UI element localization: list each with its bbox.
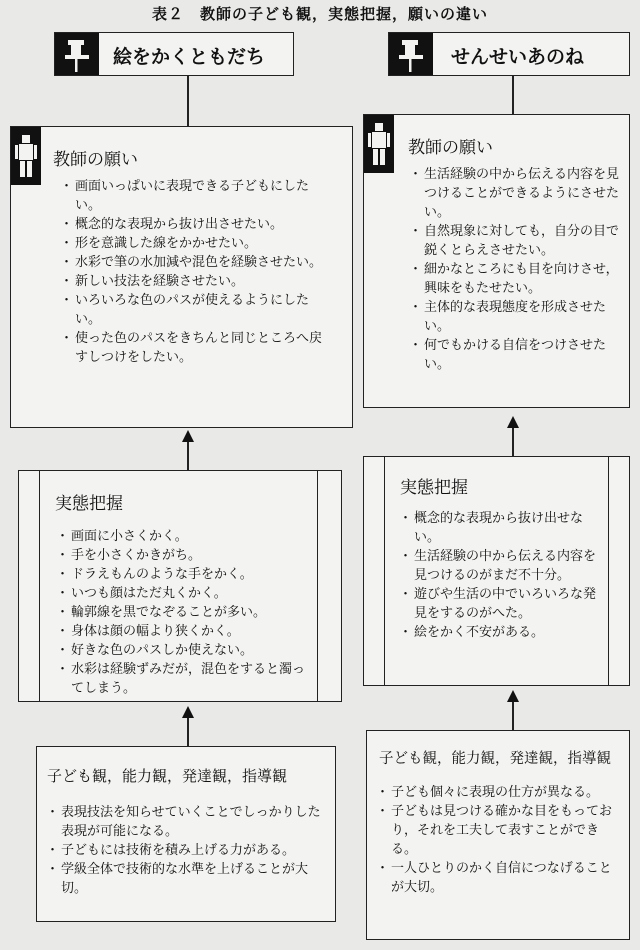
up-arrow-icon <box>507 690 519 702</box>
list-item: ・ いつも顔はただ丸くかく。 <box>59 584 317 603</box>
up-arrow-icon <box>182 706 194 718</box>
pushpin-icon <box>389 33 433 75</box>
list-item: ・ 主体的な表現態度を形成させたい。 <box>412 298 620 336</box>
list-item: ・ 子ども個々に表現の仕方が異なる。 <box>379 783 623 802</box>
box-divider <box>608 457 609 685</box>
list-item: ・ 自然現象に対しても，自分の目で鋭くとらえさせたい。 <box>412 222 620 260</box>
list-item: ・ 画面に小さくかく。 <box>59 527 317 546</box>
right-wish-heading: 教師の願い <box>408 138 493 158</box>
list-item: ・ 水彩で筆の水加減や混色を経験させたい。 <box>63 253 329 272</box>
list-item: ・ 使った色のパスをきちんと同じところへ戻すしつけをしたい。 <box>63 329 329 367</box>
right-situation-list <box>402 509 606 642</box>
right-wish-box <box>363 114 630 408</box>
list-item: ・ ドラえもんのような手をかく。 <box>59 565 317 584</box>
list-item: ・ 身体は顔の幅より狭くかく。 <box>59 622 317 641</box>
left-situation-box <box>18 470 342 702</box>
right-header-title: せんせいあのね <box>451 46 585 68</box>
up-arrow-icon <box>507 416 519 428</box>
up-arrow-icon <box>182 430 194 442</box>
list-item: ・ いろいろな色のパスが使えるようにしたい。 <box>63 291 329 329</box>
list-item: ・ 生活経験の中から伝える内容を見つけるのがまだ不十分。 <box>402 547 606 585</box>
left-views-heading: 子ども観，能力観，発達観，指導観 <box>47 767 288 785</box>
right-situation-heading: 実態把握 <box>400 478 468 498</box>
person-icon <box>364 115 394 173</box>
list-item: ・ 画面いっぱいに表現できる子どもにしたい。 <box>63 177 329 215</box>
right-views-box <box>366 730 630 940</box>
box-divider <box>317 471 318 701</box>
left-wish-heading: 教師の願い <box>53 150 138 170</box>
list-item: ・ 新しい技法を経験させたい。 <box>63 272 329 291</box>
right-situation-box <box>363 456 630 686</box>
left-header-box <box>54 32 294 76</box>
list-item: ・ 手を小さくかきがち。 <box>59 546 317 565</box>
list-item: ・ 何でもかける自信をつけさせたい。 <box>412 336 620 374</box>
list-item: ・ 子どもは見つける確かな目をもっており，それを工夫して表すことができる。 <box>379 802 623 859</box>
left-situation-heading: 実態把握 <box>55 494 123 514</box>
list-item: ・ 概念的な表現から抜け出させたい。 <box>63 215 329 234</box>
arrow-shaft <box>512 426 514 456</box>
arrow-shaft <box>187 440 189 470</box>
list-item: ・ 形を意識した線をかかせたい。 <box>63 234 329 253</box>
arrow-shaft <box>187 716 189 746</box>
list-item: ・ 遊びや生活の中でいろいろな発見をするのがへた。 <box>402 585 606 623</box>
arrow-shaft <box>512 700 514 730</box>
right-views-list <box>379 783 623 897</box>
list-item: ・ 表現技法を知らせていくことでしっかりした表現が可能になる。 <box>49 803 329 841</box>
left-situation-list <box>59 527 317 698</box>
right-header-box <box>388 32 630 76</box>
list-item: ・ 輪郭線を黒でなぞることが多い。 <box>59 603 317 622</box>
connector-line <box>187 76 189 126</box>
list-item: ・ 概念的な表現から抜け出せない。 <box>402 509 606 547</box>
left-views-box <box>36 746 336 922</box>
person-icon <box>11 127 41 185</box>
list-item: ・ 一人ひとりのかく自信につなげることが大切。 <box>379 859 623 897</box>
left-header-title: 絵をかくともだち <box>113 46 266 68</box>
connector-line <box>512 76 514 114</box>
list-item: ・ 子どもには技術を積み上げる力がある。 <box>49 841 329 860</box>
left-views-list <box>49 803 329 898</box>
left-wish-box <box>10 126 353 428</box>
box-divider <box>384 457 385 685</box>
left-wish-list <box>63 177 329 367</box>
list-item: ・ 好きな色のパスしか使えない。 <box>59 641 317 660</box>
right-views-heading: 子ども観，能力観，発達観，指導観 <box>379 751 611 767</box>
list-item: ・ 細かなところにも目を向けさせ，興味をもたせたい。 <box>412 260 620 298</box>
list-item: ・ 学級全体で技術的な水準を上げることが大切。 <box>49 860 329 898</box>
page-title: 表２ 教師の子ども観，実態把握，願いの違い <box>151 5 488 23</box>
pushpin-icon <box>55 33 99 75</box>
box-divider <box>39 471 40 701</box>
list-item: ・ 絵をかく不安がある。 <box>402 623 606 642</box>
right-wish-list <box>412 165 620 374</box>
list-item: ・ 水彩は経験ずみだが，混色をすると濁ってしまう。 <box>59 660 317 698</box>
list-item: ・ 生活経験の中から伝える内容を見つけることができるようにさせたい。 <box>412 165 620 222</box>
